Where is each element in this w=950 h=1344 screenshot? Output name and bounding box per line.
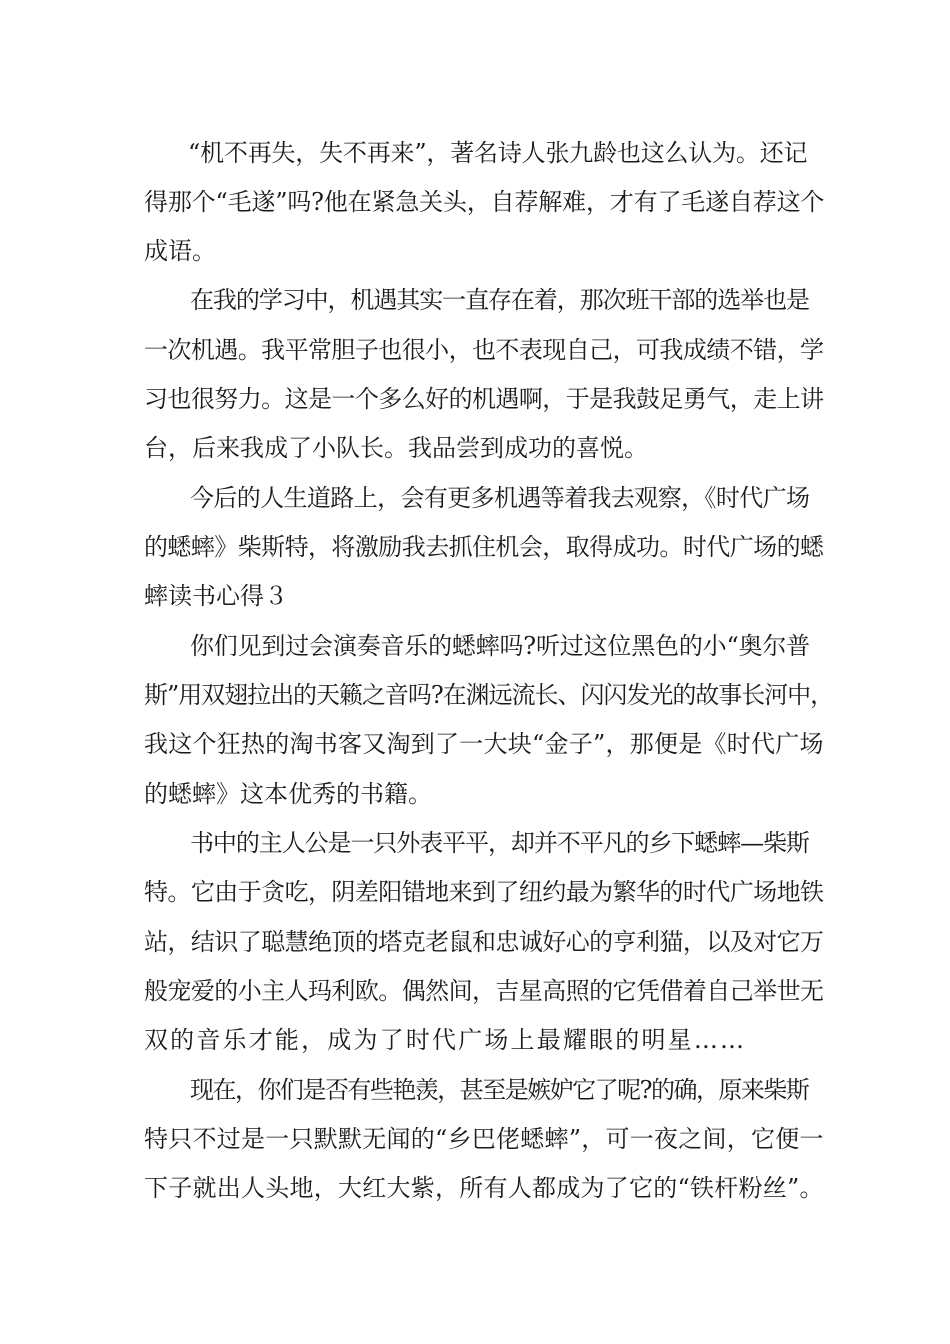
paragraph-2-line-4: 台，后来我成了小队长。我品尝到成功的喜悦。	[144, 434, 648, 462]
paragraph-2-line-1: 在我的学习中，机遇其实一直存在着，那次班干部的选举也是	[190, 286, 809, 314]
paragraph-6-line-1: 现在，你们是否有些艳羡，甚至是嫉妒它了呢?的确，原来柴斯	[190, 1076, 809, 1104]
paragraph-4-line-3: 我这个狂热的淘书客又淘到了一大块“金子”，那便是《时代广场	[144, 730, 824, 758]
paragraph-1-line-1: “机不再失，失不再来”，著名诗人张九龄也这么认为。还记	[188, 139, 808, 167]
paragraph-6-line-3: 下子就出人头地，大红大紫，所有人都成为了它的“铁杆粉丝”。	[144, 1174, 824, 1202]
paragraph-5-line-5: 双的音乐才能，成为了时代广场上最耀眼的明星……	[144, 1026, 747, 1054]
paragraph-3-line-1: 今后的人生道路上，会有更多机遇等着我去观察，《时代广场	[190, 484, 810, 512]
paragraph-1-line-3: 成语。	[144, 237, 216, 265]
paragraph-1-line-2: 得那个“毛遂”吗?他在紧急关头，自荐解难，才有了毛遂自荐这个	[144, 188, 825, 216]
paragraph-5-line-1: 书中的主人公是一只外表平平，却并不平凡的乡下蟋蟀—柴斯	[190, 829, 809, 857]
paragraph-5-line-2: 特。它由于贪吃，阴差阳错地来到了纽约最为繁华的时代广场地铁	[144, 878, 824, 906]
paragraph-3-line-2: 的蟋蟀》柴斯特，将激励我去抓住机会，取得成功。时代广场的蟋	[144, 533, 824, 561]
paragraph-4-line-4: 的蟋蟀》这本优秀的书籍。	[144, 780, 432, 808]
paragraph-2-line-2: 一次机遇。我平常胆子也很小，也不表现自己，可我成绩不错，学	[144, 336, 824, 364]
paragraph-2-line-3: 习也很努力。这是一个多么好的机遇啊，于是我鼓足勇气，走上讲	[144, 385, 824, 413]
paragraph-5-line-3: 站，结识了聪慧绝顶的塔克老鼠和忠诚好心的亨利猫，以及对它万	[144, 928, 824, 956]
paragraph-4-line-1: 你们见到过会演奏音乐的蟋蟀吗?听过这位黑色的小“奥尔普	[190, 632, 810, 660]
paragraph-3-line-3: 蟀读书心得３	[144, 582, 288, 610]
paragraph-5-line-4: 般宠爱的小主人玛利欧。偶然间，吉星高照的它凭借着自己举世无	[144, 977, 824, 1005]
paragraph-4-line-2: 斯”用双翅拉出的天籁之音吗?在渊远流长、闪闪发光的故事长河中，	[144, 681, 834, 709]
paragraph-6-line-2: 特只不过是一只默默无闻的“乡巴佬蟋蟀”，可一夜之间，它便一	[144, 1125, 824, 1153]
